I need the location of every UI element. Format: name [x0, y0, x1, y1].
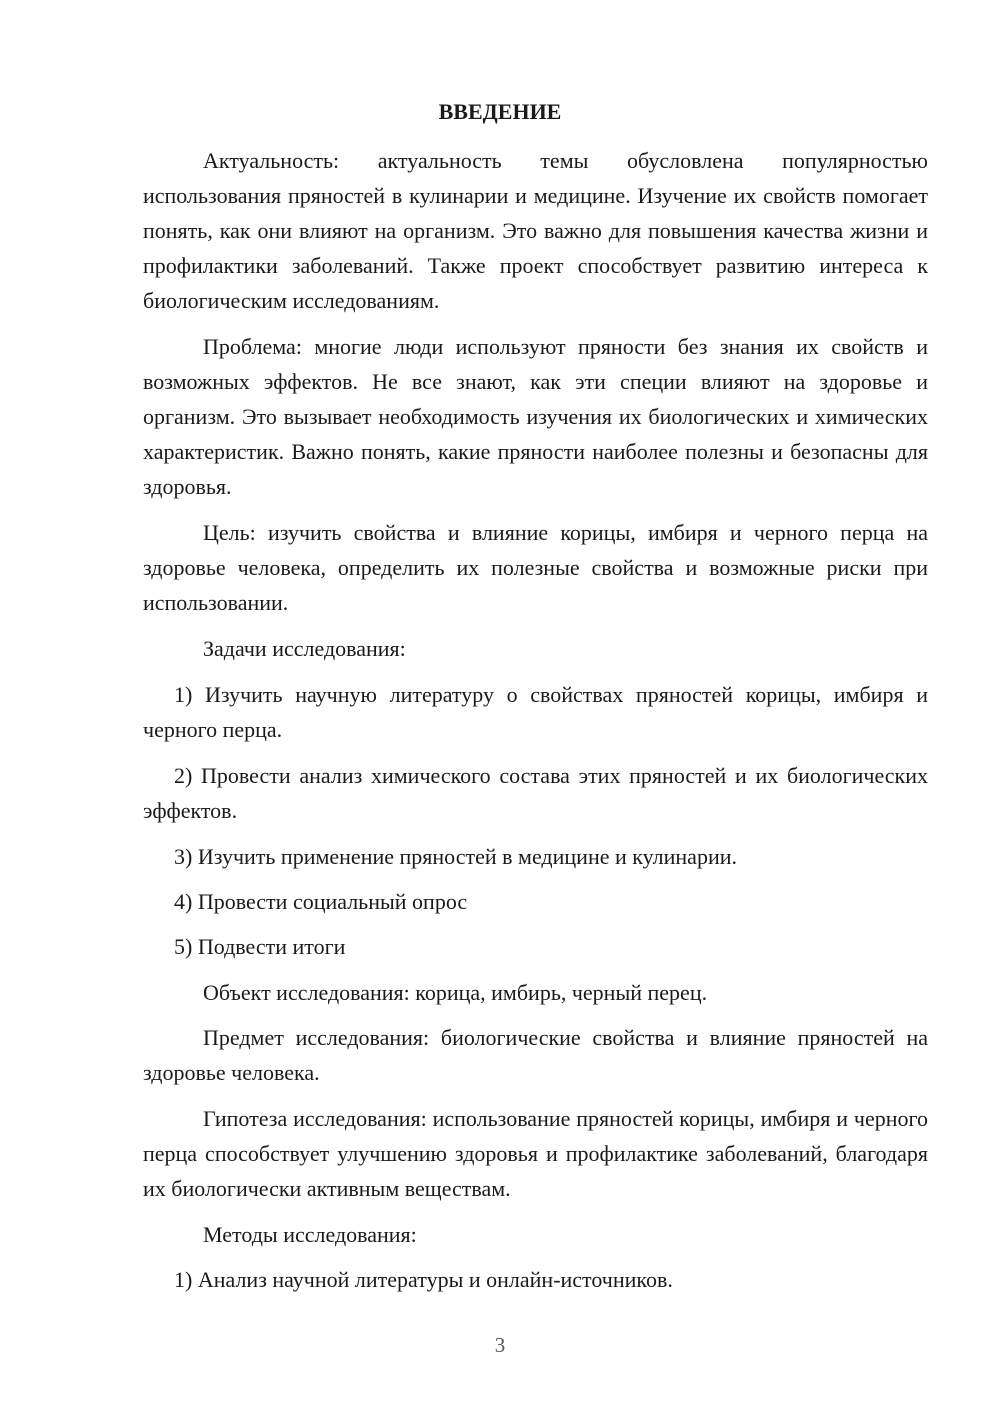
- tasks-heading: Задачи исследования:: [203, 636, 406, 661]
- methods-heading: Методы исследования:: [203, 1222, 417, 1247]
- page-title: ВВЕДЕНИЕ: [438, 99, 562, 124]
- problem-paragraph: Проблема: многие люди используют пряности без знания их свойств и возможных эффектов. Не все знают, как эти специи влияют на здоровье и организм. Это вызывает необходимость изучения их биологических и химических характеристик. Важно понять, какие пряности наиболее полезны и безопасны для здоровья.: [143, 334, 928, 499]
- task-item-4: 4) Провести социальный опрос: [174, 889, 468, 914]
- hypothesis-paragraph: Гипотеза исследования: использование пряностей корицы, имбиря и черного перца способствует улучшению здоровья и профилактике заболеваний, благодаря их биологически активным веществам.: [143, 1106, 928, 1201]
- page-number: 3: [494, 1333, 506, 1357]
- subject-paragraph: Предмет исследования: биологические свойства и влияние пряностей на здоровье человека.: [143, 1025, 928, 1085]
- task-item-5: 5) Подвести итоги: [174, 934, 346, 959]
- task-item-2: 2) Провести анализ химического состава этих пряностей и их биологических эффектов.: [143, 763, 928, 823]
- goal-paragraph: Цель: изучить свойства и влияние корицы, имбиря и черного перца на здоровье человека, определить их полезные свойства и возможные риски при использовании.: [143, 520, 928, 615]
- task-item-1: 1) Изучить научную литературу о свойствах пряностей корицы, имбиря и черного перца.: [143, 682, 928, 742]
- object-paragraph: Объект исследования: корица, имбирь, черный перец.: [203, 980, 708, 1005]
- method-item-1: 1) Анализ научной литературы и онлайн-источников.: [174, 1267, 673, 1292]
- relevance-paragraph: Актуальность: актуальность темы обусловлена популярностью использования пряностей в кулинарии и медицине. Изучение их свойств помогает понять, как они влияют на организм. Это важно для повышения качества жизни и профилактики заболеваний. Также проект способствует развитию интереса к биологическим исследованиям.: [143, 148, 928, 313]
- task-item-3: 3) Изучить применение пряностей в медицине и кулинарии.: [174, 844, 737, 869]
